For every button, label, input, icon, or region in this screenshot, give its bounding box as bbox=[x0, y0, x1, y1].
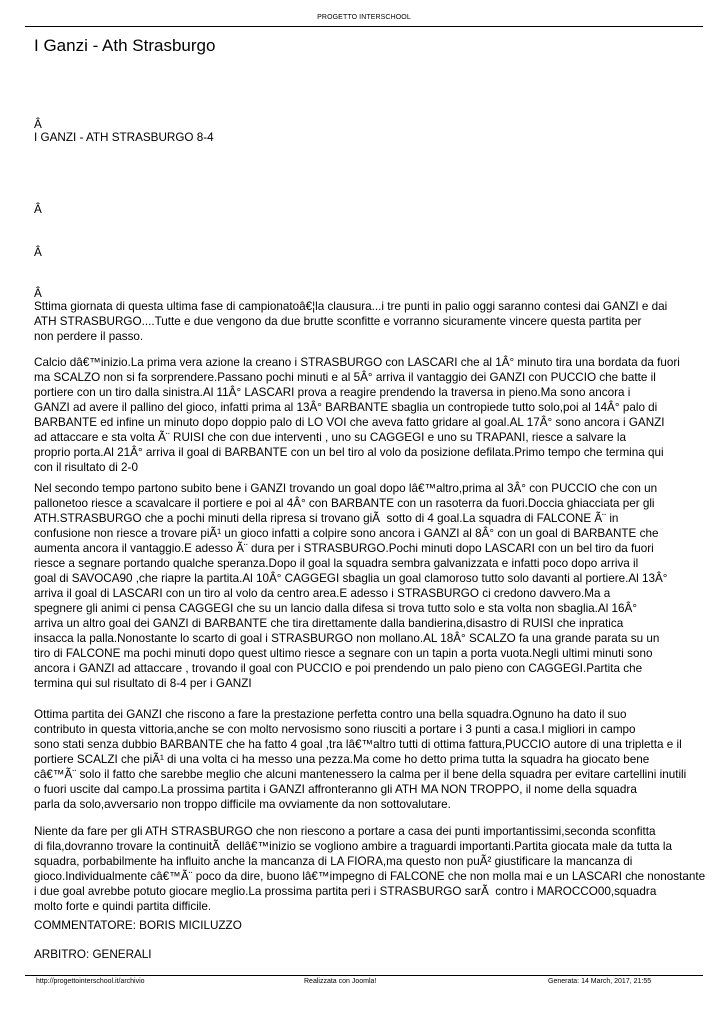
blank-line: Â bbox=[34, 203, 42, 216]
header-divider bbox=[25, 26, 703, 27]
paragraph-strasburgo-review: Niente da fare per gli ATH STRASBURGO che non riescono a portare a casa dei punti importantissimi,seconda sconfitta di fila,dovranno trovare la continuitÃ dellâ€™inizio se vogliono ambire a traguardi importanti.Partita giocata male da tutta la squadra, porbabilmente ha influito anche la mancanza di LA FIORA,ma questo non puÃ² giustificare la mancanza di gioco.Individualmente câ€™Ã¨ poco da dire, buono lâ€™impegno di FALCONE che non molla mai e un LASCARI che nonostante i due goal avrebbe potuto giocare meglio.La prossima partita peri i STRASBURGO sarÃ contro i MAROCCO00,squadra molto forte e quindi partita difficile. bbox=[34, 825, 706, 913]
referee: ARBITRO: GENERALI bbox=[34, 948, 152, 961]
article-subtitle: I GANZI - ATH STRASBURGO 8-4 bbox=[34, 131, 214, 144]
blank-line: Â bbox=[34, 287, 42, 300]
blank-line: Â bbox=[34, 118, 42, 131]
paragraph-first-half: Calcio dâ€™inizio.La prima vera azione la creano i STRASBURGO con LASCARI che al 1Â° minuto tira una bordata da fuori ma SCALZO non si fa sorprendere.Passano pochi minuti e al 5Â° arriva il vantaggio dei GANZI con PUCCIO che batte il portiere con un tiro dalla sinistra.Al 11Â° LASCARI prova a reagire prendendo la traversa in pieno.Ma sono ancora i GANZI ad avere il pallino del gioco, infatti prima al 13Â° BARBANTE sbaglia un contropiede tutto solo,poi al 14Â° palo di BARBANTE ed infine un minuto dopo doppio palo di LO VOI che aveva fatto gridare al goal.AL 17Â° sono ancora i GANZI ad attaccare e sta volta Ã¨ RUISI che con due interventi , uno su CAGGEGI e uno su TRAPANI, riesce a salvare la proprio porta.Al 21Â° arriva il goal di BARBANTE con un bel tiro al volo da posizione defilata.Primo tempo che termina qui con il risultato di 2-0 bbox=[34, 356, 680, 474]
footer-url: http://progettointerschool.it/archivio bbox=[36, 978, 145, 985]
footer-divider bbox=[25, 975, 703, 976]
article-title: I Ganzi - Ath Strasburgo bbox=[34, 36, 216, 55]
paragraph-ganzi-review: Ottima partita dei GANZI che riscono a fare la prestazione perfetta contro una bella squadra.Ognuno ha dato il suo contributo in questa vittoria,anche se con molto nervosismo sono riusciti a portare i 3 punti a casa.I migliori in campo sono stati senza dubbio BARBANTE che ha fatto 4 goal ,tra lâ€™altro tutti di ottima fattura,PUCCIO autore di una tripletta e il portiere SCALZI che piÃ¹ di una volta ci ha messo una pezza.Ma come ho detto prima tutta la squadra ha giocato bene câ€™Ã¨ solo il fatto che sarebbe meglio che alcuni mantenessero la calma per il bene della squadra per evitare cartellini inutili o fuori uscite dal campo.La prossima partita i GANZI affronteranno gli ATH MA NON TROPPO, il nome della squadra parla da solo,avversario non troppo difficile ma ovviamente da non sottovalutare. bbox=[34, 708, 687, 811]
site-header: PROGETTO INTERSCHOOL bbox=[317, 14, 411, 21]
footer-powered-by: Realizzata con Joomla! bbox=[304, 978, 377, 985]
blank-line: Â bbox=[34, 246, 42, 259]
commentator: COMMENTATORE: BORIS MICILUZZO bbox=[34, 919, 242, 932]
footer-generated-date: Generata: 14 March, 2017, 21:55 bbox=[548, 978, 652, 985]
paragraph-second-half: Nel secondo tempo partono subito bene i GANZI trovando un goal dopo lâ€™altro,prima al 3Â° con PUCCIO che con un pallonetoo riesce a scavalcare il portiere e poi al 4Â° con BARBANTE con un rasoterra da fuori.Doccia ghiacciata per gli ATH.STRASBURGO che a pochi minuti della ripresa si trovano giÃ sotto di 4 goal.La squadra di FALCONE Ã¨ in confusione non riesce a trovare piÃ¹ un gioco infatti a colpire sono ancora i GANZI al 8Â° con un goal di BARBANTE che aumenta ancora il vantaggio.E adesso Ã¨ dura per i STRASBURGO.Pochi minuti dopo LASCARI con un bel tiro da fuori riesce a segnare portando qualche speranza.Dopo il goal la squadra sembra galvanizzata e infatti poco dopo arriva il goal di SAVOCA90 ,che riapre la partita.Al 10Â° CAGGEGI sbaglia un goal clamoroso tutto solo davanti al portiere.Al 13Â° arriva il goal di LASCARI con un tiro al volo da centro area.E adesso i STRASBURGO ci credono davvero.Ma a spegnere gli animi ci pensa CAGGEGI che su un lancio dalla difesa si trova tutto solo e sta volta non sbaglia.Al 16Â° arriva un altro goal dei GANZI di BARBANTE che tira direttamente dalla bandierina,disastro di RUISI che inpratica insacca la palla.Nonostante lo scarto di goal i STRASBURGO non mollano.AL 18Â° SCALZO fa una grande parata su un tiro di FALCONE ma pochi minuti dopo quest ultimo riesce a segnare con un tapin a porta vuota.Negli ultimi minuti sono ancora i GANZI ad attaccare , trovando il goal con PUCCIO e poi prendendo un palo pieno con CAGGEGI.Partita che termina qui sul risultato di 8-4 per i GANZI bbox=[34, 482, 668, 690]
paragraph-intro: Sttima giornata di questa ultima fase di campionatoâ€¦la clausura...i tre punti in palio oggi saranno contesi dai GANZI e dai ATH STRASBURGO....Tutte e due vengono da due brutte sconfitte e vorranno sicuramente vincere questa partita per non perdere il passo. bbox=[34, 300, 668, 343]
